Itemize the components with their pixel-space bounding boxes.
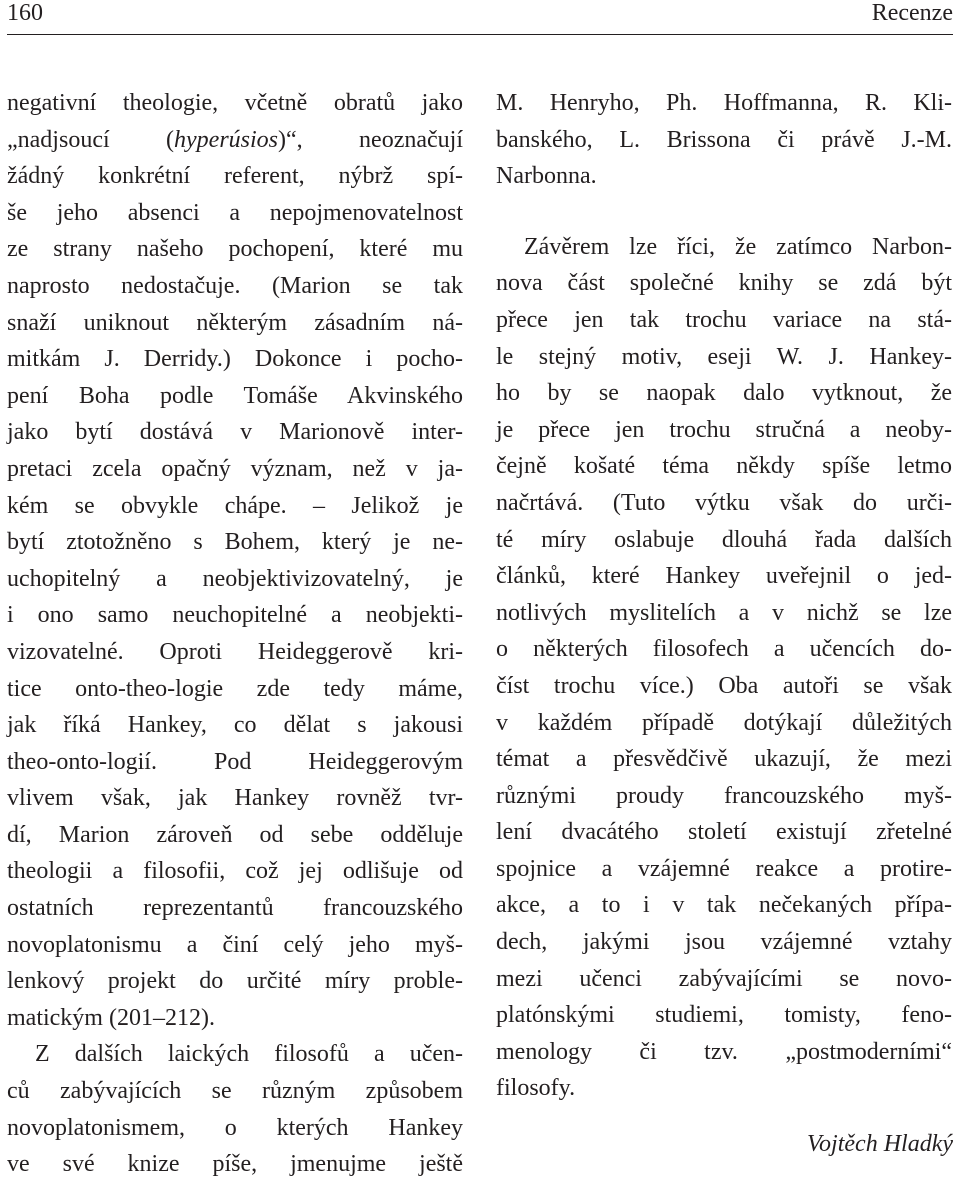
text-line: pení Boha podle Tomáše Akvinského: [7, 382, 463, 409]
text-line: „nadjsoucí (hyperúsios)“, neoznačují: [7, 126, 463, 153]
text-line: pretaci zcela opačný význam, než v ja-: [7, 455, 463, 482]
text-line: žádný konkrétní referent, nýbrž spí-: [7, 163, 463, 190]
author-signature: Vojtěch Hladký: [807, 1131, 953, 1157]
left-text-column: [7, 85, 463, 1183]
text-line: kém se obvykle chápe. – Jelikož je: [7, 492, 463, 519]
text-line: dí, Marion zároveň od sebe odděluje: [7, 821, 463, 848]
text-line: novoplatonismu a činí celý jeho myš-: [7, 931, 463, 958]
text-line: článků, které Hankey uveřejnil o jed-: [496, 563, 952, 590]
text-line: je přece jen trochu stručná a neoby-: [496, 416, 952, 443]
text-line: spojnice a vzájemné reakce a protire-: [496, 855, 952, 882]
text-line: banského, L. Brissona či právě J.-M.: [496, 126, 952, 153]
text-line: o některých filosofech a učencích do-: [496, 636, 952, 663]
text-line: ze strany našeho pochopení, které mu: [7, 236, 463, 263]
paragraph-gap: [496, 195, 952, 229]
text-line: Narbonna.: [496, 163, 597, 190]
text-line: akce, a to i v tak nečekaných přípa-: [496, 892, 952, 919]
text-line: mitkám J. Derridy.) Dokonce i pocho-: [7, 346, 463, 373]
text-line: vlivem však, jak Hankey rovněž tvr-: [7, 785, 463, 812]
text-line: lení dvacátého století existují zřetelné: [496, 819, 952, 846]
section-title: Recenze: [871, 0, 953, 26]
text-line: filosofy.: [496, 1075, 576, 1102]
text-line: uchopitelný a neobjektivizovatelný, je: [7, 565, 463, 592]
text-line: menology či tzv. „postmoderními“: [496, 1038, 952, 1065]
header-rule: [7, 34, 953, 35]
text-line: tice onto-theo-logie zde tedy máme,: [7, 675, 463, 702]
text-line: různými proudy francouzského myš-: [496, 782, 952, 809]
text-line: notlivých myslitelích a v nichž se lze: [496, 599, 952, 626]
right-text-column: [496, 85, 952, 1107]
text-line: nova část společné knihy se zdá být: [496, 270, 952, 297]
text-line: le stejný motiv, eseji W. J. Hankey-: [496, 343, 952, 370]
text-line: ostatních reprezentantů francouzského: [7, 895, 463, 922]
text-line: snaží uniknout některým zásadním ná-: [7, 309, 463, 336]
text-line: Z dalších laických filosofů a učen-: [35, 1041, 463, 1068]
text-line: ve své knize píše, jmenujme ještě: [7, 1151, 463, 1178]
text-line: i ono samo neuchopitelné a neobjekti-: [7, 602, 463, 629]
text-line: lenkový projekt do určité míry proble-: [7, 968, 463, 995]
text-line: jak říká Hankey, co dělat s jakousi: [7, 712, 463, 739]
text-line: naprosto nedostačuje. (Marion se tak: [7, 272, 463, 299]
text-line: platónskými studiemi, tomisty, feno-: [496, 1002, 952, 1029]
text-line: dech, jakými jsou vzájemné vztahy: [496, 929, 952, 956]
text-line: matickým (201–212).: [7, 1004, 215, 1031]
text-line: M. Henryho, Ph. Hoffmanna, R. Kli-: [496, 90, 952, 116]
text-line: negativní theologie, včetně obratů jako: [7, 90, 463, 116]
running-head: [7, 0, 953, 34]
text-line: čejně košaté téma někdy spíše letmo: [496, 453, 952, 480]
text-line: v každém případě dotýkají důležitých: [496, 709, 952, 736]
italic-term: hyperúsios: [174, 126, 279, 153]
text-line: ho by se naopak dalo vytknout, že: [496, 380, 952, 407]
text-line: mezi učenci zabývajícími se novo-: [496, 965, 952, 992]
text-line: theo-onto-logií. Pod Heideggerovým: [7, 748, 463, 775]
text-line: theologii a filosofii, což jej odlišuje od: [7, 858, 463, 885]
text-line: bytí ztotožněno s Bohem, který je ne-: [7, 529, 463, 556]
text-line: témat a přesvědčivě ukazují, že mezi: [496, 746, 952, 773]
page-number: 160: [7, 0, 43, 26]
text-line: té míry oslabuje dlouhá řada dalších: [496, 526, 952, 553]
text-line: Závěrem lze říci, že zatímco Narbon-: [524, 233, 952, 260]
text-line: jako bytí dostává v Marionově inter-: [7, 419, 463, 446]
text-line: načrtává. (Tuto výtku však do urči-: [496, 489, 952, 516]
text-line: vizovatelné. Oproti Heideggerově kri-: [7, 638, 463, 665]
text-line: novoplatonismem, o kterých Hankey: [7, 1114, 463, 1141]
text-line: ců zabývajících se různým způsobem: [7, 1078, 463, 1105]
text-line: číst trochu více.) Oba autoři se však: [496, 672, 952, 699]
text-line: še jeho absenci a nepojmenovatelnost: [7, 199, 463, 226]
text-line: přece jen tak trochu variace na stá-: [496, 306, 952, 333]
